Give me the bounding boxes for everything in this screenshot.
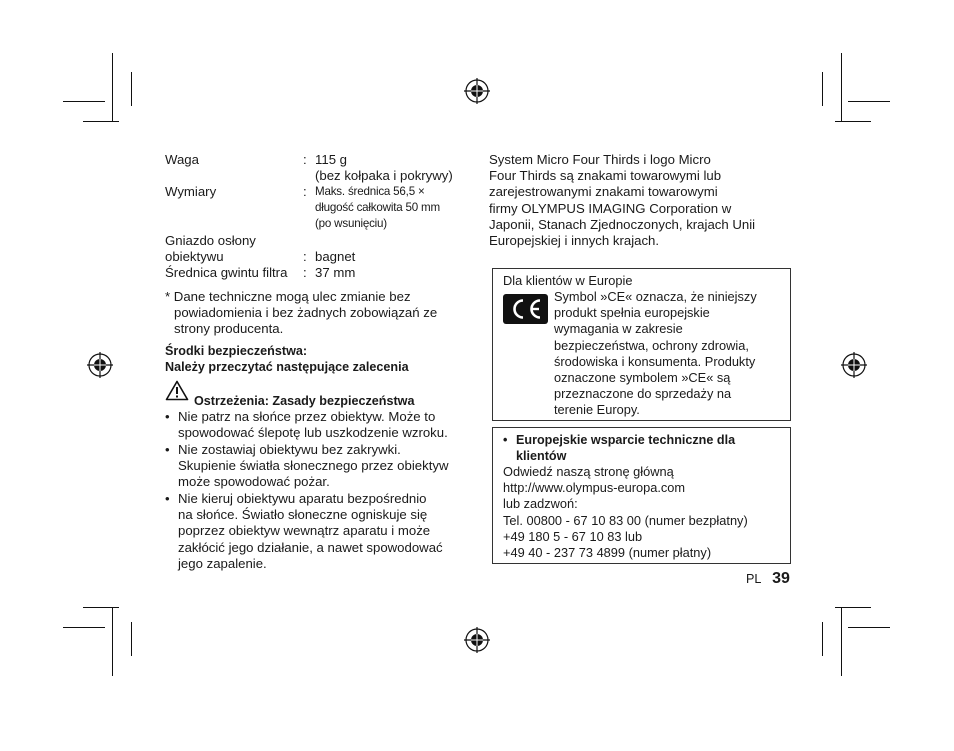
safety-list [165,409,475,573]
list-item-line: poprzez obiektyw wewnątrz aparatu i może [178,523,431,539]
trademark-line: System Micro Four Thirds i logo Micro [489,152,711,167]
spec-value: (bez kołpaka i pokrywy) [315,168,453,183]
crop-mark [63,627,105,628]
crop-mark [131,622,132,656]
support-url-link[interactable]: http://www.olympus-europa.com [503,480,686,496]
trademark-notice [489,152,789,249]
registration-mark-icon [87,352,113,378]
list-item-line: Skupienie światła słonecznego przez obiektyw [178,458,449,474]
trademark-line: Four Thirds są znakami towarowymi lub [489,168,722,184]
list-item-line: Nie zostawiaj obiektywu bez zakrywki. [178,442,401,457]
spec-colon: : [303,249,307,264]
list-item-line: Nie patrz na słońce przez obiektyw. Może to [178,409,436,424]
ce-box [492,268,791,421]
language-code: PL [746,572,762,586]
support-heading-line: Europejskie wsparcie techniczne dla [516,433,736,447]
support-phone-line: Tel. 00800 - 67 10 83 00 (numer bezpłatny) [503,512,748,528]
crop-mark [131,72,132,106]
ce-box-line: Symbol »CE« oznacza, że niniejszy [554,289,757,304]
spec-value: bagnet [315,249,356,264]
ce-mark-icon [503,294,548,324]
spec-value: 115 g [315,152,348,167]
crop-mark [848,101,890,102]
bullet: • [165,491,170,506]
ce-box-line: terenie Europy. [554,402,640,418]
spec-value: 37 mm [315,265,356,280]
ce-box-line: bezpieczeństwa, ochrony zdrowia, [554,337,749,353]
registration-mark-icon [841,352,867,378]
crop-mark [841,607,842,676]
support-phone-line: +49 180 5 - 67 10 83 lub [503,528,643,544]
crop-mark [63,101,105,102]
crop-mark [112,607,113,676]
page-number: 39 [772,570,790,587]
spec-label: Gniazdo osłony [165,233,256,248]
warning-title-text: Ostrzeżenia: Zasady bezpieczeństwa [194,394,415,408]
list-item-line: zakłócić jego działanie, a nawet spowodować [178,539,443,555]
support-text [503,464,748,561]
bullet: • [165,409,170,424]
page-footer [746,571,790,587]
ce-box-line: środowiska i konsumenta. Produkty [554,353,756,369]
crop-mark [822,72,823,106]
ce-box-title: Dla klientów w Europie [503,273,633,288]
spec-label: obiektywu [165,249,224,264]
spec-label: Średnica gwintu filtra [165,265,288,280]
crop-mark [848,627,890,628]
spec-value: Maks. średnica 56,5 × [315,185,425,198]
list-item-line: na słońce. Światło słoneczne ogniskuje się [178,507,428,523]
disclaimer-line: strony producenta. [174,321,284,337]
crop-mark [83,121,119,122]
registration-mark-icon [464,627,490,653]
safety-heading [165,343,475,375]
spec-label: Wymiary [165,184,217,199]
crop-mark [822,622,823,656]
spec-colon: : [303,265,307,280]
support-line: lub zadzwoń: [503,496,578,512]
disclaimer [165,289,475,338]
spec-colon: : [303,152,307,167]
registration-mark-icon [464,78,490,104]
crop-mark [835,121,871,122]
warning-triangle-icon [165,380,189,405]
ce-box-line: przeznaczone do sprzedaży na [554,386,732,402]
spec-value: (po wsunięciu) [315,217,387,230]
spec-colon: : [303,184,307,199]
list-item-text [178,409,448,441]
support-box [492,427,791,564]
list-item-line: spowodować ślepotę lub uszkodzenie wzroku. [178,425,448,441]
list-item-line: może spowodować pożar. [178,474,330,490]
spec-label: Waga [165,152,199,167]
trademark-line: Japonii, Stanach Zjednoczonych, krajach Unii [489,216,756,232]
list-item-line: jego zapalenie. [178,555,267,571]
trademark-line: Europejskiej i innych krajach. [489,233,660,249]
trademark-line: firmy OLYMPUS IMAGING Corporation w [489,200,732,216]
bullet: • [165,442,170,457]
crop-mark [841,53,842,121]
safety-heading-line: Środki bezpieczeństwa: [165,344,308,358]
disclaimer-line: * Dane techniczne mogą ulec zmianie bez [165,289,411,304]
list-item-text [178,442,449,491]
disclaimer-line: powiadomienia i bez żadnych zobowiązań ze [174,305,438,321]
list-item-line: Nie kieruj obiektywu aparatu bezpośrednio [178,491,427,506]
crop-mark [83,607,119,608]
ce-box-text [554,289,757,419]
bullet: • [503,433,508,447]
spec-value: długość całkowita 50 mm [315,201,440,214]
ce-box-line: wymagania w zakresie [554,321,683,337]
support-phone-line: +49 40 - 237 73 4899 (numer płatny) [503,545,712,561]
list-item-text [178,491,443,572]
support-heading-line: klientów [516,449,567,463]
trademark-line: zarejestrowanymi znakami towarowymi [489,184,718,200]
crop-mark [112,53,113,121]
ce-box-line: oznaczone symbolem »CE« są [554,370,731,386]
support-heading [503,432,735,464]
safety-heading-line: Należy przeczytać następujące zalecenia [165,360,409,375]
ce-box-line: produkt spełnia europejskie [554,305,710,321]
support-line: Odwiedź naszą stronę główną [503,464,674,479]
